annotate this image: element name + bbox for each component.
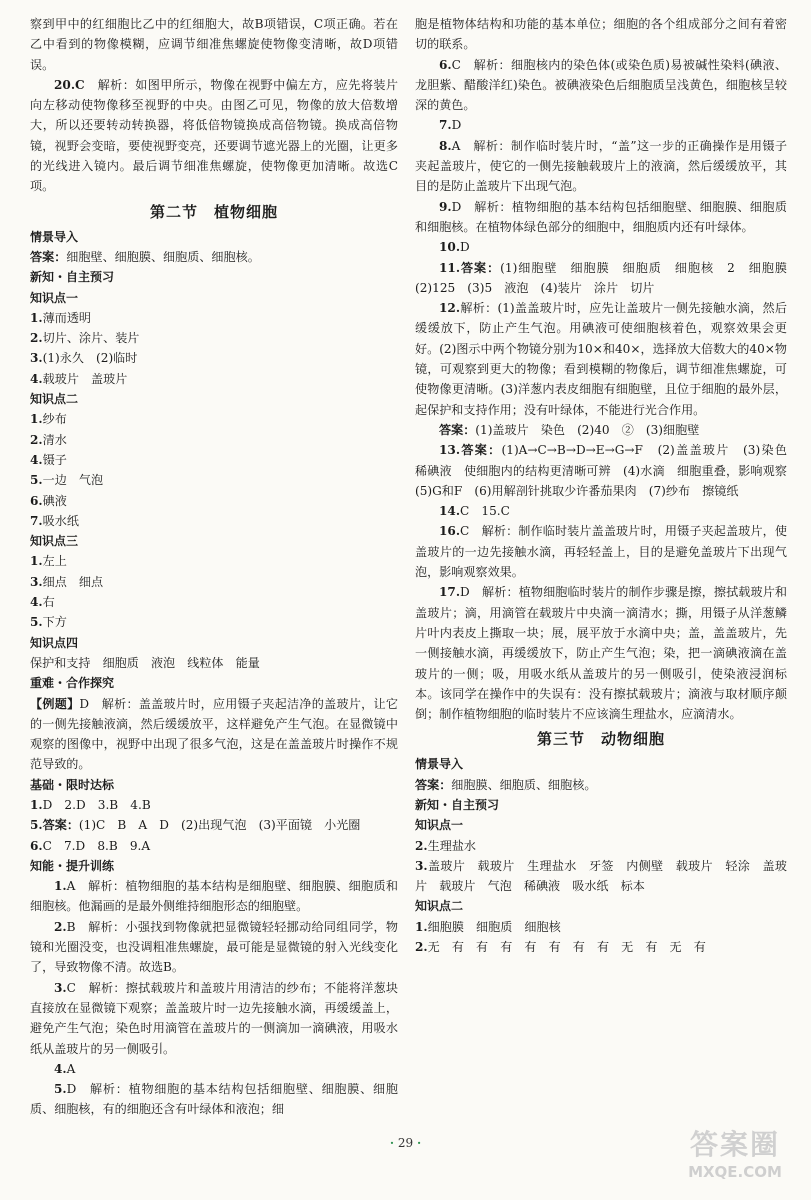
answer-paragraph xyxy=(30,917,398,978)
item-text: 吸水纸 xyxy=(42,513,79,528)
item-number: 5. xyxy=(54,1082,67,1097)
item-text: 纱布 xyxy=(42,412,67,427)
page-number-text: 29 xyxy=(397,1136,414,1150)
answer-paragraph xyxy=(415,14,787,55)
watermark-line2: MXQE.COM xyxy=(688,1163,782,1181)
item-text: 第二节 植物细胞 xyxy=(149,202,278,221)
right-column xyxy=(415,14,800,1140)
item-text: 重难・合作探究 xyxy=(30,676,115,691)
item-text: 知识点三 xyxy=(30,534,79,549)
item-text: 知识点二 xyxy=(415,899,464,914)
section-heading xyxy=(30,227,398,247)
item-text: A 解析：制作临时装片时，“盖”这一步的正确操作是用镊子夹起盖玻片，使它的一侧先接触载玻片上的液滴，然后缓缓放平，其目的是防止盖玻片下出现气泡。 xyxy=(415,138,787,194)
item-text: C 15.C xyxy=(460,504,510,519)
answer-paragraph xyxy=(30,572,398,592)
item-number: 答案： xyxy=(30,249,67,264)
item-text: 下方 xyxy=(42,615,67,630)
watermark-line1: 答案圈 xyxy=(689,1128,780,1161)
item-text: 新知・自主预习 xyxy=(30,270,115,285)
item-number: 7. xyxy=(30,513,43,528)
item-number: 1. xyxy=(54,879,67,894)
item-number: 6. xyxy=(30,838,43,853)
answer-paragraph xyxy=(30,1059,398,1079)
page-number: · 29 · xyxy=(389,1136,422,1150)
item-text: D 解析：植物细胞的基本结构包括细胞壁、细胞膜、细胞质、细胞核，有的细胞还含有叶绿体和液泡；细 xyxy=(30,1082,398,1117)
watermark-logo xyxy=(675,1128,795,1192)
answer-paragraph xyxy=(415,55,787,116)
left-column xyxy=(30,14,398,1140)
answer-paragraph xyxy=(415,937,787,957)
item-text: 一边 气泡 xyxy=(42,473,104,488)
item-text: 清水 xyxy=(42,432,67,447)
answer-paragraph xyxy=(30,14,398,75)
item-text: 胞是植物体结构和功能的基本单位；细胞的各个组成部分之间有着密切的联系。 xyxy=(415,17,787,52)
item-text: 无 有 有 有 有 有 有 有 无 有 无 有 xyxy=(427,940,706,955)
answer-paragraph xyxy=(415,298,787,420)
item-text: (1)盖玻片 染色 (2)40 ② (3)细胞壁 xyxy=(475,422,700,437)
section-heading xyxy=(30,856,398,876)
answer-paragraph xyxy=(30,795,398,815)
item-text: 察到甲中的红细胞比乙中的红细胞大，故B项错误，C项正确。若在乙中看到的物像模糊，应调节细准焦螺旋使物像变清晰，故D项错误。 xyxy=(30,17,398,72)
item-text: C 解析：擦拭载玻片和盖玻片用清洁的纱布；不能将洋葱块直接放在显微镜下观察；盖盖玻片时一边先接触水滴，再缓缓盖上，避免产生气泡；染色时用滴管在盖玻片的一侧滴加一滴碘液，用吸水纸从盖玻片的另一侧吸引。 xyxy=(30,980,398,1056)
item-number: 1. xyxy=(30,797,43,812)
item-number: 2. xyxy=(30,432,43,447)
item-text: 生理盐水 xyxy=(427,838,477,853)
item-text: 基础・限时达标 xyxy=(30,777,115,792)
answer-paragraph xyxy=(30,815,398,835)
item-text: (1)C B A D (2)出现气泡 (3)平面镜 小光圈 xyxy=(78,818,361,833)
item-number: 5.答案： xyxy=(30,818,79,833)
item-text: 情景导入 xyxy=(415,757,464,772)
answer-paragraph xyxy=(415,856,787,897)
section-heading xyxy=(30,633,398,653)
item-text: 细胞膜 细胞质 细胞核 xyxy=(427,919,561,934)
answer-paragraph xyxy=(30,612,398,632)
item-text: C 7.D 8.B 9.A xyxy=(42,838,151,853)
section-heading xyxy=(30,267,398,287)
item-number: 4. xyxy=(30,371,43,386)
item-text: 解析：如图甲所示，物像在视野中偏左方，应先将装片向左移动使物像移至视野的中央。由图乙可见，物像的放大倍数增大，所以还要转动转换器，将低倍物镜换成高倍物镜。换成高倍物镜，视野会变暗，要使视野变亮，还要调节遮光器上的光圈，让更多的光线进入镜内。最后调节细准焦螺旋，使物像更加清晰。故选C项。 xyxy=(30,77,398,194)
section-heading xyxy=(415,896,787,916)
answer-paragraph xyxy=(30,328,398,348)
item-number: 1. xyxy=(415,919,428,934)
item-number: 3. xyxy=(415,858,428,873)
item-number: 14. xyxy=(439,504,461,519)
item-text: D 解析：盖盖玻片时，应用镊子夹起洁净的盖玻片，让它的一侧先接触液滴，然后缓缓放平，这样避免产生气泡。在显微镜中观察的图像中，视野中出现了很多气泡，这是在盖盖玻片时操作不规范导致的。 xyxy=(30,696,398,772)
section-heading xyxy=(415,815,787,835)
item-number: 6. xyxy=(30,493,43,508)
answer-paragraph xyxy=(30,369,398,389)
item-text: 知能・提升训练 xyxy=(30,858,115,873)
answer-paragraph xyxy=(30,653,398,673)
answer-paragraph xyxy=(415,115,787,135)
item-number: 7. xyxy=(439,118,452,133)
item-number: 答案： xyxy=(439,422,476,437)
item-text: 薄而透明 xyxy=(42,310,92,325)
answer-paragraph xyxy=(415,197,787,238)
item-text: 知识点一 xyxy=(415,818,464,833)
answer-paragraph xyxy=(30,491,398,511)
section-heading xyxy=(30,288,398,308)
item-text: 知识点一 xyxy=(30,290,79,305)
item-number: 答案： xyxy=(415,777,452,792)
item-text: 细点 细点 xyxy=(42,574,104,589)
item-number: 1. xyxy=(30,310,43,325)
answer-paragraph xyxy=(30,308,398,328)
answer-paragraph xyxy=(415,775,787,795)
section-heading xyxy=(415,754,787,774)
item-text: 第三节 动物细胞 xyxy=(536,730,665,749)
answer-paragraph xyxy=(30,409,398,429)
item-number: 4. xyxy=(30,452,43,467)
item-text: D xyxy=(460,240,470,255)
section-heading xyxy=(30,389,398,409)
item-number: 2. xyxy=(415,940,428,955)
item-text: 细胞膜、细胞质、细胞核。 xyxy=(451,777,597,792)
item-text: A 解析：植物细胞的基本结构是细胞壁、细胞膜、细胞质和细胞核。他漏画的是最外侧维持细胞形态的细胞壁。 xyxy=(30,879,398,914)
answer-paragraph xyxy=(30,430,398,450)
item-number: 17. xyxy=(439,585,461,600)
item-text: D 解析：植物细胞的基本结构包括细胞壁、细胞膜、细胞质和细胞核。在植物体绿色部分的细胞中，细胞质内还有叶绿体。 xyxy=(415,199,787,234)
answer-paragraph xyxy=(415,420,787,440)
item-text: C 解析：制作临时装片盖盖玻片时，用镊子夹起盖玻片，使盖玻片的一边先接触水滴，再轻轻盖上，目的是避免盖玻片下出现气泡，影响观察效果。 xyxy=(415,524,787,580)
item-text: 右 xyxy=(42,595,55,610)
item-text: D xyxy=(451,118,462,133)
answer-paragraph xyxy=(30,978,398,1059)
section-title xyxy=(415,724,787,754)
item-text: 载玻片 盖玻片 xyxy=(42,371,128,386)
item-number: 3. xyxy=(54,980,67,995)
section-heading xyxy=(30,775,398,795)
item-text: D 2.D 3.B 4.B xyxy=(42,797,151,812)
section-heading xyxy=(415,795,787,815)
item-text: 左上 xyxy=(42,554,67,569)
answer-paragraph xyxy=(30,1079,398,1120)
item-number: 2. xyxy=(415,838,428,853)
answer-paragraph xyxy=(415,521,787,582)
answer-paragraph xyxy=(415,501,787,521)
item-text: (1)细胞壁 细胞膜 细胞质 细胞核 2 细胞膜 (2)125 (3)5 液泡 (4)装片 涂片 切片 xyxy=(415,260,800,295)
item-number: 1. xyxy=(30,554,43,569)
answer-paragraph xyxy=(30,450,398,470)
item-number: 11.答案： xyxy=(439,260,501,275)
section-title xyxy=(30,197,398,227)
item-text: 知识点二 xyxy=(30,392,79,407)
item-text: (1)永久 (2)临时 xyxy=(42,351,138,366)
item-text: 切片、涂片、装片 xyxy=(42,331,140,346)
item-text: 情景导入 xyxy=(30,229,79,244)
item-number: 1. xyxy=(30,412,43,427)
answer-paragraph xyxy=(30,836,398,856)
section-heading xyxy=(30,673,398,693)
answer-paragraph xyxy=(30,551,398,571)
item-text: 新知・自主预习 xyxy=(415,797,500,812)
answer-paragraph xyxy=(415,440,800,501)
answer-paragraph xyxy=(415,136,787,197)
item-number: 13.答案： xyxy=(439,443,502,458)
item-text: 解析：(1)盖盖玻片时，应先让盖玻片一侧先接触水滴，然后缓缓放下，防止产生气泡。用碘液可使细胞核着色，观察效果会更好。(2)图示中两个物镜分别为10×和40×，选择放大倍数大的40×物镜，可观察到更大的物像；看到模糊的物像后，调节细准焦螺旋，可使物像更清晰。(3)洋葱内表皮细胞有细胞壁，且位于细胞的最外层，起保护和支持作用；没有叶绿体，不能进行光合作用。 xyxy=(415,301,787,417)
item-number: 3. xyxy=(30,574,43,589)
item-text: 保护和支持 细胞质 液泡 线粒体 能量 xyxy=(30,655,260,670)
answer-paragraph xyxy=(415,917,787,937)
item-text: B 解析：小强找到物像就把显微镜轻轻挪动给同组同学，物镜和光圈没变，也没调粗准焦螺旋，最可能是显微镜的射入光线变化了，导致物像不清。故选B。 xyxy=(30,919,398,975)
item-number: 9. xyxy=(439,199,452,214)
item-number: 2. xyxy=(30,331,43,346)
answer-paragraph xyxy=(30,511,398,531)
answer-paragraph xyxy=(30,470,398,490)
item-text: 碘液 xyxy=(42,493,67,508)
item-number: 16. xyxy=(439,524,461,539)
item-number: 10. xyxy=(439,240,461,255)
answer-paragraph xyxy=(415,582,787,724)
item-number: 8. xyxy=(439,138,452,153)
answer-paragraph xyxy=(30,876,398,917)
item-number: 2. xyxy=(54,919,67,934)
item-number: 3. xyxy=(30,351,43,366)
item-number: 4. xyxy=(30,595,43,610)
item-number: 12. xyxy=(439,301,461,316)
item-text: D 解析：植物细胞临时装片的制作步骤是擦，擦拭载玻片和盖玻片；滴，用滴管在载玻片中央滴一滴清水；撕，用镊子从洋葱鳞片叶内表皮上撕取一块；展，展平放于水滴中央；盖，盖盖玻片，先一侧接触水滴，再缓缓放下，防止产生气泡；染，把一滴碘液滴在盖玻片的一侧；吸，用吸水纸从盖玻片的另一侧吸引，使染液浸润标本。该同学在操作中的失误有：没有擦拭载玻片；滴液与取材顺序颠倒；制作植物细胞的临时装片不应该滴生理盐水，应滴清水。 xyxy=(415,585,787,722)
answer-paragraph xyxy=(30,592,398,612)
item-text: 知识点四 xyxy=(30,635,79,650)
item-number: 5. xyxy=(30,473,43,488)
answer-paragraph xyxy=(415,258,800,299)
item-number: 20.C xyxy=(54,77,85,92)
item-text: 细胞壁、细胞膜、细胞质、细胞核。 xyxy=(66,249,260,264)
item-text: C 解析：细胞核内的染色体(或染色质)易被碱性染料(碘液、龙胆紫、醋酸洋红)染色。被碘液染色后细胞质呈浅黄色，细胞核呈较深的黄色。 xyxy=(415,57,787,113)
answer-paragraph xyxy=(415,237,787,257)
item-text: (1)A→C→B→D→E→G→F (2)盖盖玻片 (3)染色 稀碘液 使细胞内的结构更清晰可辨 (4)水滴 细胞重叠，影响观察 (5)G和F (6)用解剖针挑取少许番茄果肉 (7)纱布 擦镜纸 xyxy=(415,443,800,498)
item-number: 【例题】 xyxy=(30,696,80,711)
answer-paragraph xyxy=(30,247,398,267)
item-number: 5. xyxy=(30,615,43,630)
answer-paragraph xyxy=(30,348,398,368)
item-text: A xyxy=(66,1061,76,1076)
item-number: 6. xyxy=(439,57,452,72)
answer-paragraph xyxy=(30,75,398,197)
answer-paragraph xyxy=(415,836,787,856)
answer-paragraph xyxy=(30,694,398,775)
section-heading xyxy=(30,531,398,551)
item-text: 镊子 xyxy=(42,452,67,467)
item-text: 盖玻片 载玻片 生理盐水 牙签 内侧壁 载玻片 轻涂 盖玻片 载玻片 气泡 稀碘液 吸水纸 标本 xyxy=(415,858,787,894)
item-number: 4. xyxy=(54,1061,67,1076)
